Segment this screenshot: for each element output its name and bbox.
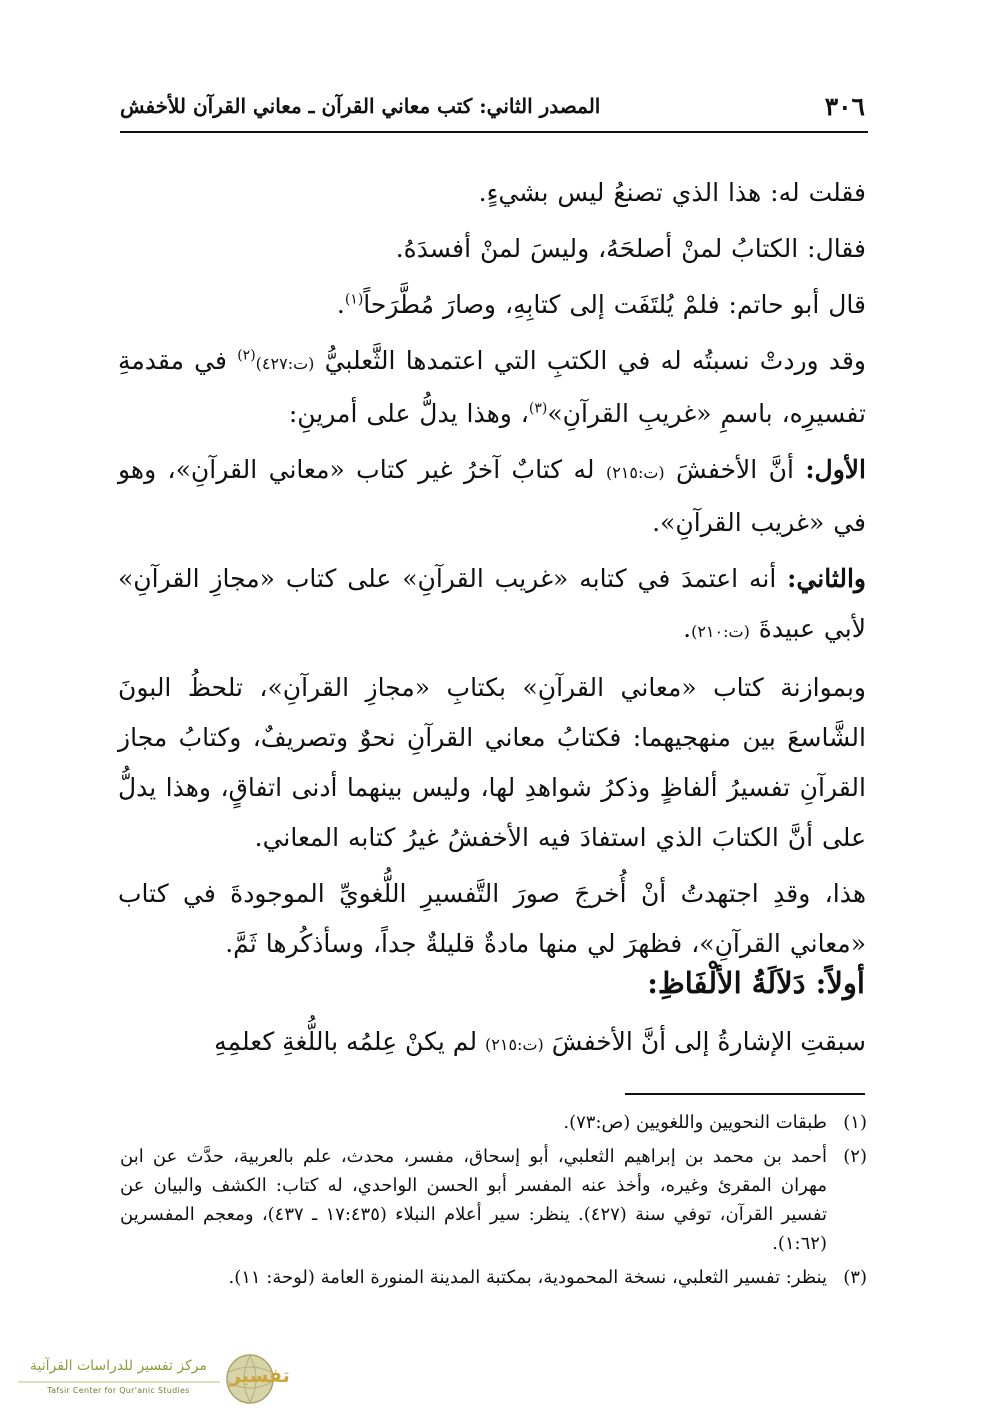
death-date: (ت:٤٢٧) [255,354,315,373]
paragraph [118,336,866,439]
footnote-ref[interactable]: (٣) [528,400,548,417]
paragraph-text: فقال: الكتابُ لمنْ أصلحَهُ، وليسَ لمنْ أفسدَهُ. [395,234,866,263]
paragraph [118,168,866,218]
paragraph [118,280,866,330]
footnote [120,1108,867,1137]
footnote-ref[interactable]: (١) [344,291,364,308]
publisher-logo[interactable] [12,1352,290,1410]
paragraph-text: فقلت له: هذا الذي تصنعُ ليس بشيءٍ. [478,178,866,207]
paragraph-text: هذا، وقدِ اجتهدتُ أنْ أُخرجَ صورَ التَّفسيرِ اللُّغويِّ الموجودةَ في كتاب «معاني القرآنِ»، فظهرَ لي منها مادةٌ قليلةٌ جداً، وسأذكُرها ثَمَّ. [118,879,866,958]
page-header [120,92,865,128]
paragraph-text: وبموازنة كتاب «معاني القرآنِ» بكتابِ «مجازِ القرآنِ»، تلحظُ البونَ الشَّاسعَ بين منهجيهما: فكتابُ معاني القرآنِ نحوٌ وتصريفٌ، وكتابُ مجاز القرآنِ تفسيرُ ألفاظٍ وذكرُ شواهدِ لها، وليس بينهما أدنى اتفاقٍ، وهذا يدلُّ على أنَّ الكتابَ الذي استفادَ فيه الأخفشُ غيرُ كتابه المعاني. [118,673,866,852]
main-text [118,168,866,975]
footnote-number: (٢) [843,1146,867,1167]
logo-subtitle: Tafsir Center for Qur'anic Studies [47,1386,190,1395]
death-date: (ت:٢١٥) [605,463,665,482]
paragraph-text: لم يكنْ عِلمُه باللُّغةِ كعلمِهِ [214,1027,486,1056]
paragraph-text: أنه اعتمدَ في كتابه «غريب القرآنِ» على كتاب «مجازِ القرآنِ» لأبي عبيدةَ [118,564,866,643]
footnote [120,1142,867,1258]
paragraph-text: ، وهذا يدلُّ على أمرينِ: [288,399,529,428]
logo-name: مركز تفسير للدراسات القرآنية [30,1358,207,1374]
footnotes [120,1108,867,1297]
page-number: ٣٠٦ [824,92,865,121]
paragraph [118,445,866,548]
paragraph [118,554,866,657]
footnote-number: (١) [843,1112,867,1133]
running-title: المصدر الثاني: كتب معاني القرآن ـ معاني القرآن للأخفش [120,94,601,118]
footnote-text: طبقات النحويين واللغويين (ص:٧٣). [563,1112,827,1133]
paragraph [118,663,866,863]
footnote-text: ينظر: تفسير الثعلبي، نسخة المحمودية، بمكتبة المدينة المنورة العامة (لوحة: ١١). [228,1267,827,1288]
footnote [120,1263,867,1292]
paragraph-text: وقد وردتْ نسبتُه له في الكتبِ التي اعتمدها الثَّعلبيُّ [324,346,866,375]
logo-emblem-text: تفسير [230,1365,290,1387]
section-heading: أولاً: دَلاَلَةُ الألْفَاظِ: [647,966,865,1000]
paragraph-text: قال أبو حاتم: فلمْ يُلتَفَت إلى كتابِهِ، وصارَ مُطَّرَحاً [363,290,866,319]
death-date: (ت:٢١٥) [485,1035,544,1054]
paragraph-text: سبقتِ الإشارةُ إلى أنَّ الأخفشَ [543,1027,866,1056]
paragraph [118,1018,866,1069]
point-label: الأول: [805,455,866,484]
paragraph [118,224,866,274]
paragraph-text: . [683,614,692,643]
footnote-text: أحمد بن محمد بن إبراهيم الثعلبي، أبو إسحاق، مفسر، محدث، علم بالعربية، حدَّث عن ابن مهران المقرئ وغيره، وأخذ عنه المفسر أبو الحسن الواحدي، له كتاب: الكشف والبيان عن تفسير القرآن، توفي سنة (٤٢٧). ينظر: سير أعلام النبلاء (١٧:٤٣٥ ـ ٤٣٧)، ومعجم المفسرين (١:٦٢). [120,1146,828,1254]
paragraph [118,869,866,969]
footnote-ref[interactable]: (٢) [237,347,256,364]
paragraph-text: له كتابٌ آخرُ غير كتاب «معاني القرآنِ»، وهو في «غريب القرآنِ». [118,455,866,537]
paragraph-text: أنَّ الأخفشَ [664,455,806,484]
footnote-divider [625,1093,865,1095]
death-date: (ت:٢١٠) [691,622,750,641]
paragraph-text: في مقدمةِ تفسيرِه، باسمِ «غريبِ القرآنِ» [118,346,866,428]
footnote-number: (٣) [843,1267,867,1288]
paragraph-text: . [336,290,345,319]
header-divider [120,131,868,133]
point-label: والثاني: [787,564,866,593]
